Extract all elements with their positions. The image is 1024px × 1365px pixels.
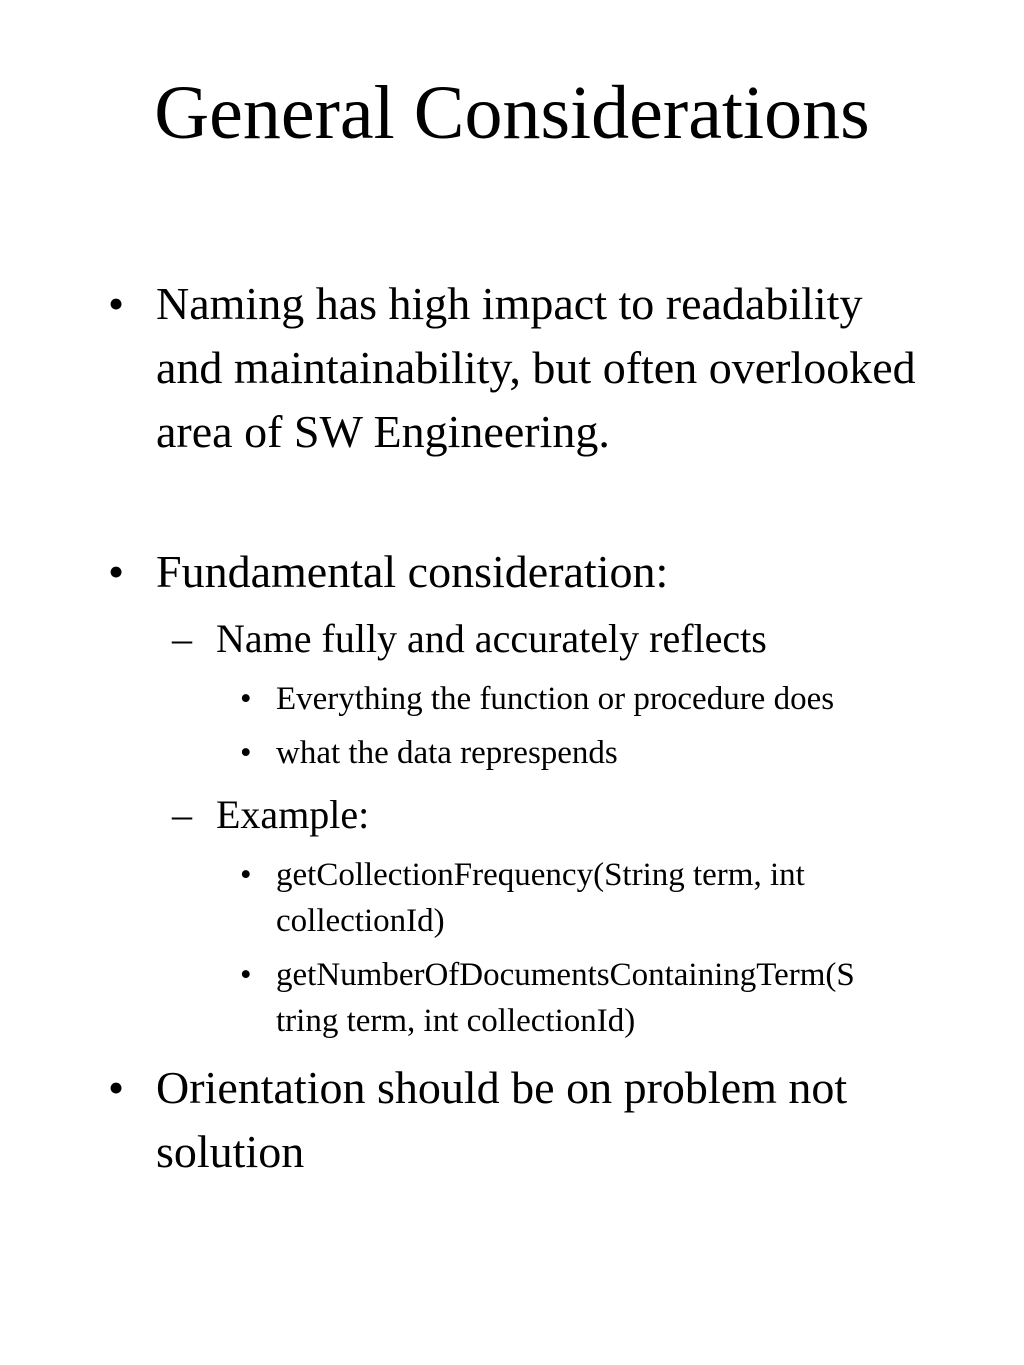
bullet-text: Naming has high impact to readability and maintainability, but often overlooked area of SW Engineering.: [156, 278, 916, 457]
bullet-marker: •: [108, 546, 125, 597]
code-line: tring term, int collectionId): [276, 1003, 636, 1039]
sub-item-example: [172, 790, 972, 840]
subsub-item-data-represents: [240, 730, 960, 776]
bullet-marker: •: [108, 278, 125, 329]
subsub-item-text: Everything the function or procedure does: [276, 681, 835, 717]
slide-title: General Considerations: [154, 71, 870, 155]
bullet-marker: •: [240, 735, 252, 771]
bullet-marker: •: [240, 681, 252, 717]
subsub-item-example-collection-frequency: [240, 852, 960, 944]
sub-item-name-reflects: [172, 614, 972, 664]
subsub-item-example-documents-containing: [240, 952, 960, 1044]
code-line: getNumberOfDocumentsContainingTerm(S: [276, 957, 855, 993]
bullet-marker: •: [108, 1062, 125, 1113]
dash-marker: –: [172, 616, 192, 661]
bullet-item-orientation: [108, 1056, 968, 1184]
code-line: collectionId): [276, 903, 445, 939]
bullet-text: Orientation should be on problem not solution: [156, 1062, 848, 1177]
subsub-item-function-does: [240, 676, 960, 722]
subsub-item-text: what the data represpends: [276, 735, 618, 771]
sub-item-text: Example:: [216, 792, 370, 837]
bullet-text: Fundamental consideration:: [156, 546, 669, 597]
bullet-marker: •: [240, 957, 252, 993]
bullet-item-fundamental: [108, 540, 968, 604]
code-line: getCollectionFrequency(String term, int: [276, 857, 805, 893]
bullet-item-naming-impact: [108, 272, 968, 464]
bullet-marker: •: [240, 857, 252, 893]
dash-marker: –: [172, 792, 192, 837]
sub-item-text: Name fully and accurately reflects: [216, 616, 767, 661]
